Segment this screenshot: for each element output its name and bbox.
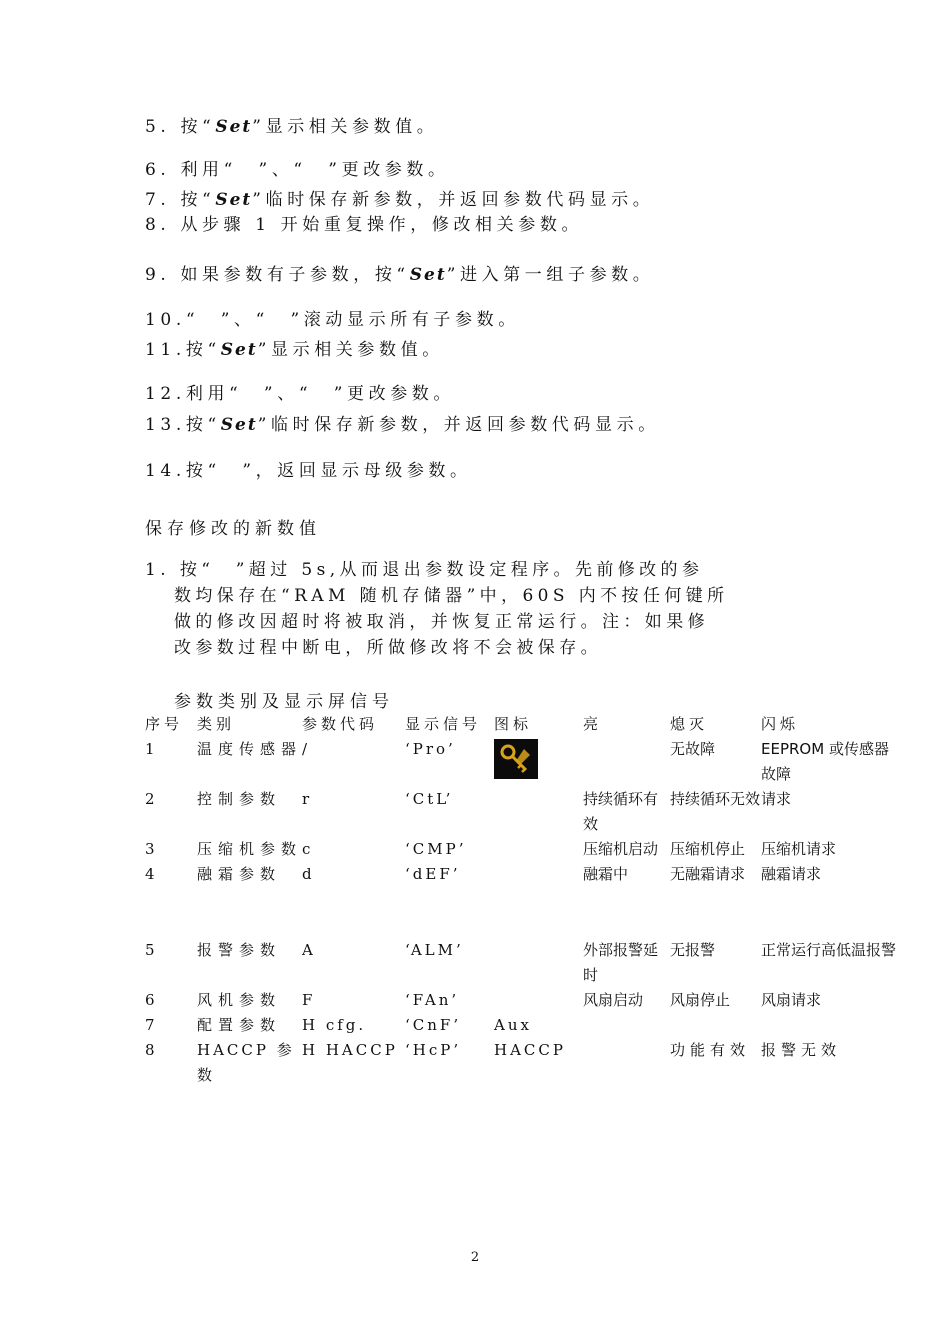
step-10: 10.“ ”、“ ”滚动显示所有子参数。 [145, 310, 520, 330]
row-code: c [302, 840, 314, 858]
step-12: 12.利用“ ”、“ ”更改参数。 [145, 384, 456, 404]
row-on: 持续循环有效 [583, 790, 659, 833]
table-row [145, 737, 896, 787]
row-no: 4 [145, 865, 155, 883]
row-code: A [302, 941, 316, 959]
step-13: 13.按“Set”临时保存新参数，并返回参数代码显示。 [145, 415, 660, 435]
row-signal: ‘Pro’ [405, 740, 456, 758]
row-no: 7 [145, 1016, 155, 1034]
header-category: 类别 [197, 715, 236, 733]
step-11: 11.按“Set”显示相关参数值。 [145, 340, 444, 360]
row-icon-cell [494, 988, 583, 1013]
row-off: 压缩机停止 [670, 840, 746, 858]
save-line-1: 1. 按“ ”超过 5s,从而退出参数设定程序。先前修改的参 [145, 560, 704, 580]
row-on [583, 737, 670, 787]
row-category: 融霜参数 [197, 865, 282, 883]
row-signal: ‘FAn’ [405, 991, 460, 1009]
table-heading: 参数类别及显示屏信号 [174, 692, 394, 712]
row-signal: ‘CnF’ [405, 1016, 462, 1034]
table-row [145, 837, 896, 862]
save-heading: 保存修改的新数值 [145, 519, 321, 539]
row-no: 2 [145, 790, 155, 808]
row-category: 风机参数 [197, 991, 282, 1009]
row-no: 5 [145, 941, 155, 959]
header-icon: 图标 [494, 715, 533, 733]
row-category: HACCP 参数 [197, 1041, 295, 1084]
header-signal: 显示信号 [405, 715, 482, 733]
table-row [145, 862, 896, 938]
row-on: 外部报警延时 [583, 941, 659, 984]
row-icon-cell [494, 837, 583, 862]
table-header-row [145, 712, 896, 737]
save-line-4: 改参数过程中断电，所做修改将不会被保存。 [174, 638, 602, 658]
row-category: 报警参数 [197, 941, 282, 959]
row-off: 无融霜请求 [670, 865, 746, 883]
step-5: 5. 按“Set”显示相关参数值。 [145, 117, 439, 137]
header-code: 参数代码 [302, 715, 379, 733]
step-14: 14.按“ ”，返回显示母级参数。 [145, 461, 472, 481]
row-no: 6 [145, 991, 155, 1009]
row-off [670, 1013, 761, 1038]
row-off: 持续循环无效 [670, 790, 761, 808]
row-icon-cell [494, 938, 583, 988]
row-category: 配置参数 [197, 1016, 282, 1034]
page-number: 2 [470, 1250, 480, 1265]
row-on: 风扇启动 [583, 991, 644, 1009]
row-icon-cell [494, 862, 583, 938]
parameter-table [145, 712, 896, 1088]
row-signal: ‘dEF’ [405, 865, 461, 883]
table-row [145, 1013, 896, 1038]
header-no: 序号 [145, 715, 184, 733]
table-row [145, 938, 896, 988]
row-code: / [302, 740, 311, 758]
row-icon-cell [494, 737, 583, 787]
row-code: H cfg. [302, 1016, 367, 1034]
row-signal: ‘CtL’ [405, 790, 454, 808]
row-code: d [302, 865, 315, 883]
row-off: 功能有效 [670, 1041, 751, 1059]
step-6: 6. 利用“ ”、“ ”更改参数。 [145, 160, 450, 180]
step-7: 7. 按“Set”临时保存新参数，并返回参数代码显示。 [145, 190, 655, 210]
save-paragraph [145, 557, 815, 661]
row-on: 压缩机启动 [583, 840, 659, 858]
row-signal: ‘HcP’ [405, 1041, 462, 1059]
row-icon-cell [494, 787, 583, 837]
row-category: 控制参数 [197, 790, 282, 808]
header-off: 熄灭 [670, 715, 709, 733]
row-icon-text: HACCP [494, 1041, 566, 1059]
row-no: 1 [145, 740, 155, 758]
row-on: 融霜中 [583, 865, 629, 883]
header-on: 亮 [583, 715, 603, 733]
row-icon-text: Aux [494, 1016, 532, 1034]
row-no: 8 [145, 1041, 155, 1059]
row-code: r [302, 790, 313, 808]
row-blink: 请求 [761, 790, 792, 808]
row-category: 压缩机参数 [197, 840, 303, 858]
row-blink: 风扇请求 [761, 991, 822, 1009]
row-code: H HACCP [302, 1041, 398, 1059]
row-blink: EEPROM 或传感器故障 [761, 740, 889, 783]
header-blink: 闪烁 [761, 715, 800, 733]
row-off: 无报警 [670, 941, 716, 959]
row-blink [761, 1013, 896, 1038]
row-off: 无故障 [670, 740, 716, 758]
table-row [145, 1038, 896, 1088]
save-line-2: 数均保存在“RAM 随机存储器”中，60S 内不按任何键所 [174, 586, 729, 606]
save-line-3: 做的修改因超时将被取消，并恢复正常运行。注：如果修 [174, 612, 709, 632]
row-blink: 正常运行高低温报警 [761, 941, 897, 959]
row-on [583, 1038, 670, 1088]
row-signal: ‘ALM’ [405, 941, 464, 959]
row-category: 温度传感器 [197, 740, 303, 758]
row-blink: 融霜请求 [761, 865, 822, 883]
row-signal: ‘CMP’ [405, 840, 467, 858]
row-no: 3 [145, 840, 155, 858]
row-off: 风扇停止 [670, 991, 731, 1009]
step-9: 9. 如果参数有子参数，按“Set”进入第一组子参数。 [145, 265, 655, 285]
table-row [145, 988, 896, 1013]
row-on [583, 1013, 670, 1038]
wrench-key-icon [494, 739, 538, 779]
step-8: 8. 从步骤 1 开始重复操作，修改相关参数。 [145, 215, 584, 235]
table-row [145, 787, 896, 837]
row-blink: 报警无效 [761, 1041, 842, 1059]
row-code: F [302, 991, 316, 1009]
row-blink: 压缩机请求 [761, 840, 837, 858]
